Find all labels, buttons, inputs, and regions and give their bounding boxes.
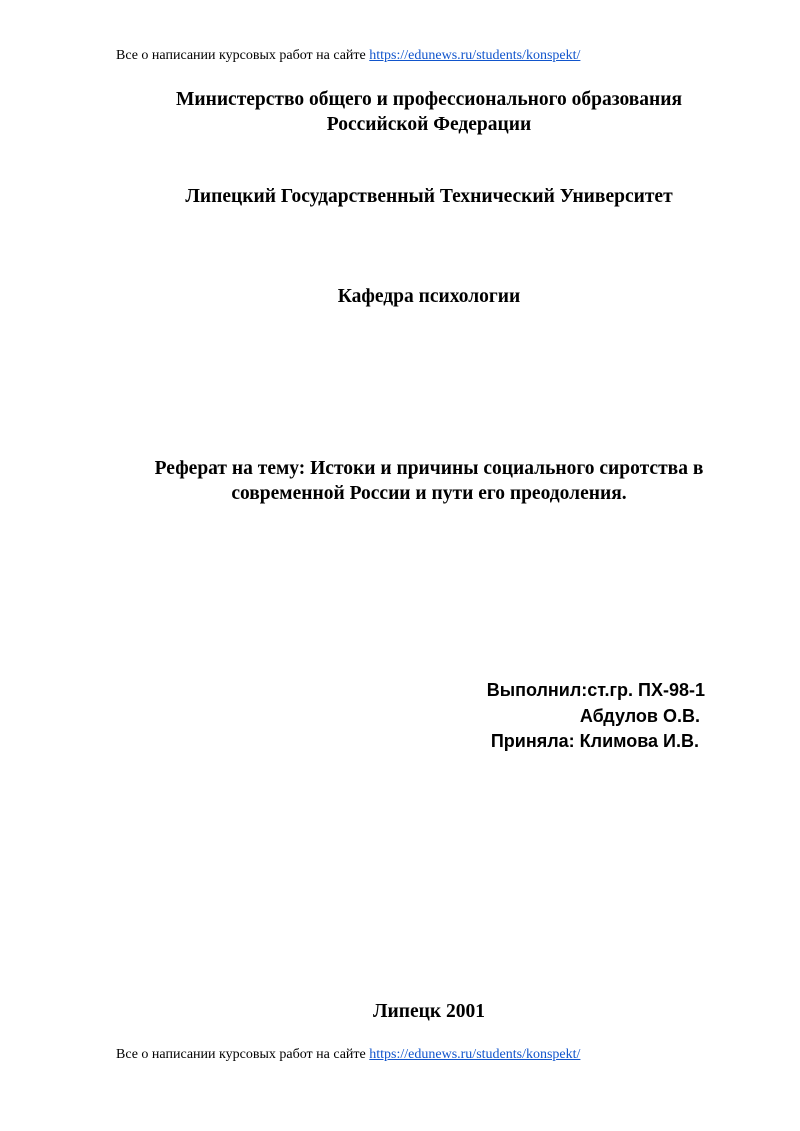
university-name: Липецкий Государственный Технический Университет bbox=[185, 186, 673, 207]
ministry-line-2: Российской Федерации bbox=[326, 114, 532, 135]
header-banner-link[interactable]: https://edunews.ru/students/konspekt/ bbox=[369, 48, 581, 63]
ministry-heading bbox=[0, 87, 800, 137]
city-year: Липецк 2001 bbox=[372, 1001, 485, 1022]
footer-banner-text: Все о написании курсовых работ на сайте bbox=[116, 1047, 366, 1062]
student-name: Абдулов О.В. bbox=[579, 706, 700, 726]
department-name: Кафедра психологии bbox=[337, 286, 521, 307]
header-banner-text: Все о написании курсовых работ на сайте bbox=[116, 48, 366, 63]
essay-title-line-1: Реферат на тему: Истоки и причины социального сиротства в bbox=[154, 458, 704, 479]
performed-by: Выполнил:ст.гр. ПХ-98-1 bbox=[486, 680, 705, 700]
essay-title-line-2: современной России и пути его преодоления. bbox=[231, 483, 627, 504]
accepted-by: Приняла: Климова И.В. bbox=[490, 731, 699, 751]
footer-banner bbox=[116, 1047, 580, 1063]
ministry-line-1: Министерство общего и профессионального образования bbox=[175, 89, 683, 110]
header-banner bbox=[116, 48, 580, 64]
footer-banner-link[interactable]: https://edunews.ru/students/konspekt/ bbox=[369, 1047, 581, 1062]
essay-title bbox=[0, 456, 800, 506]
